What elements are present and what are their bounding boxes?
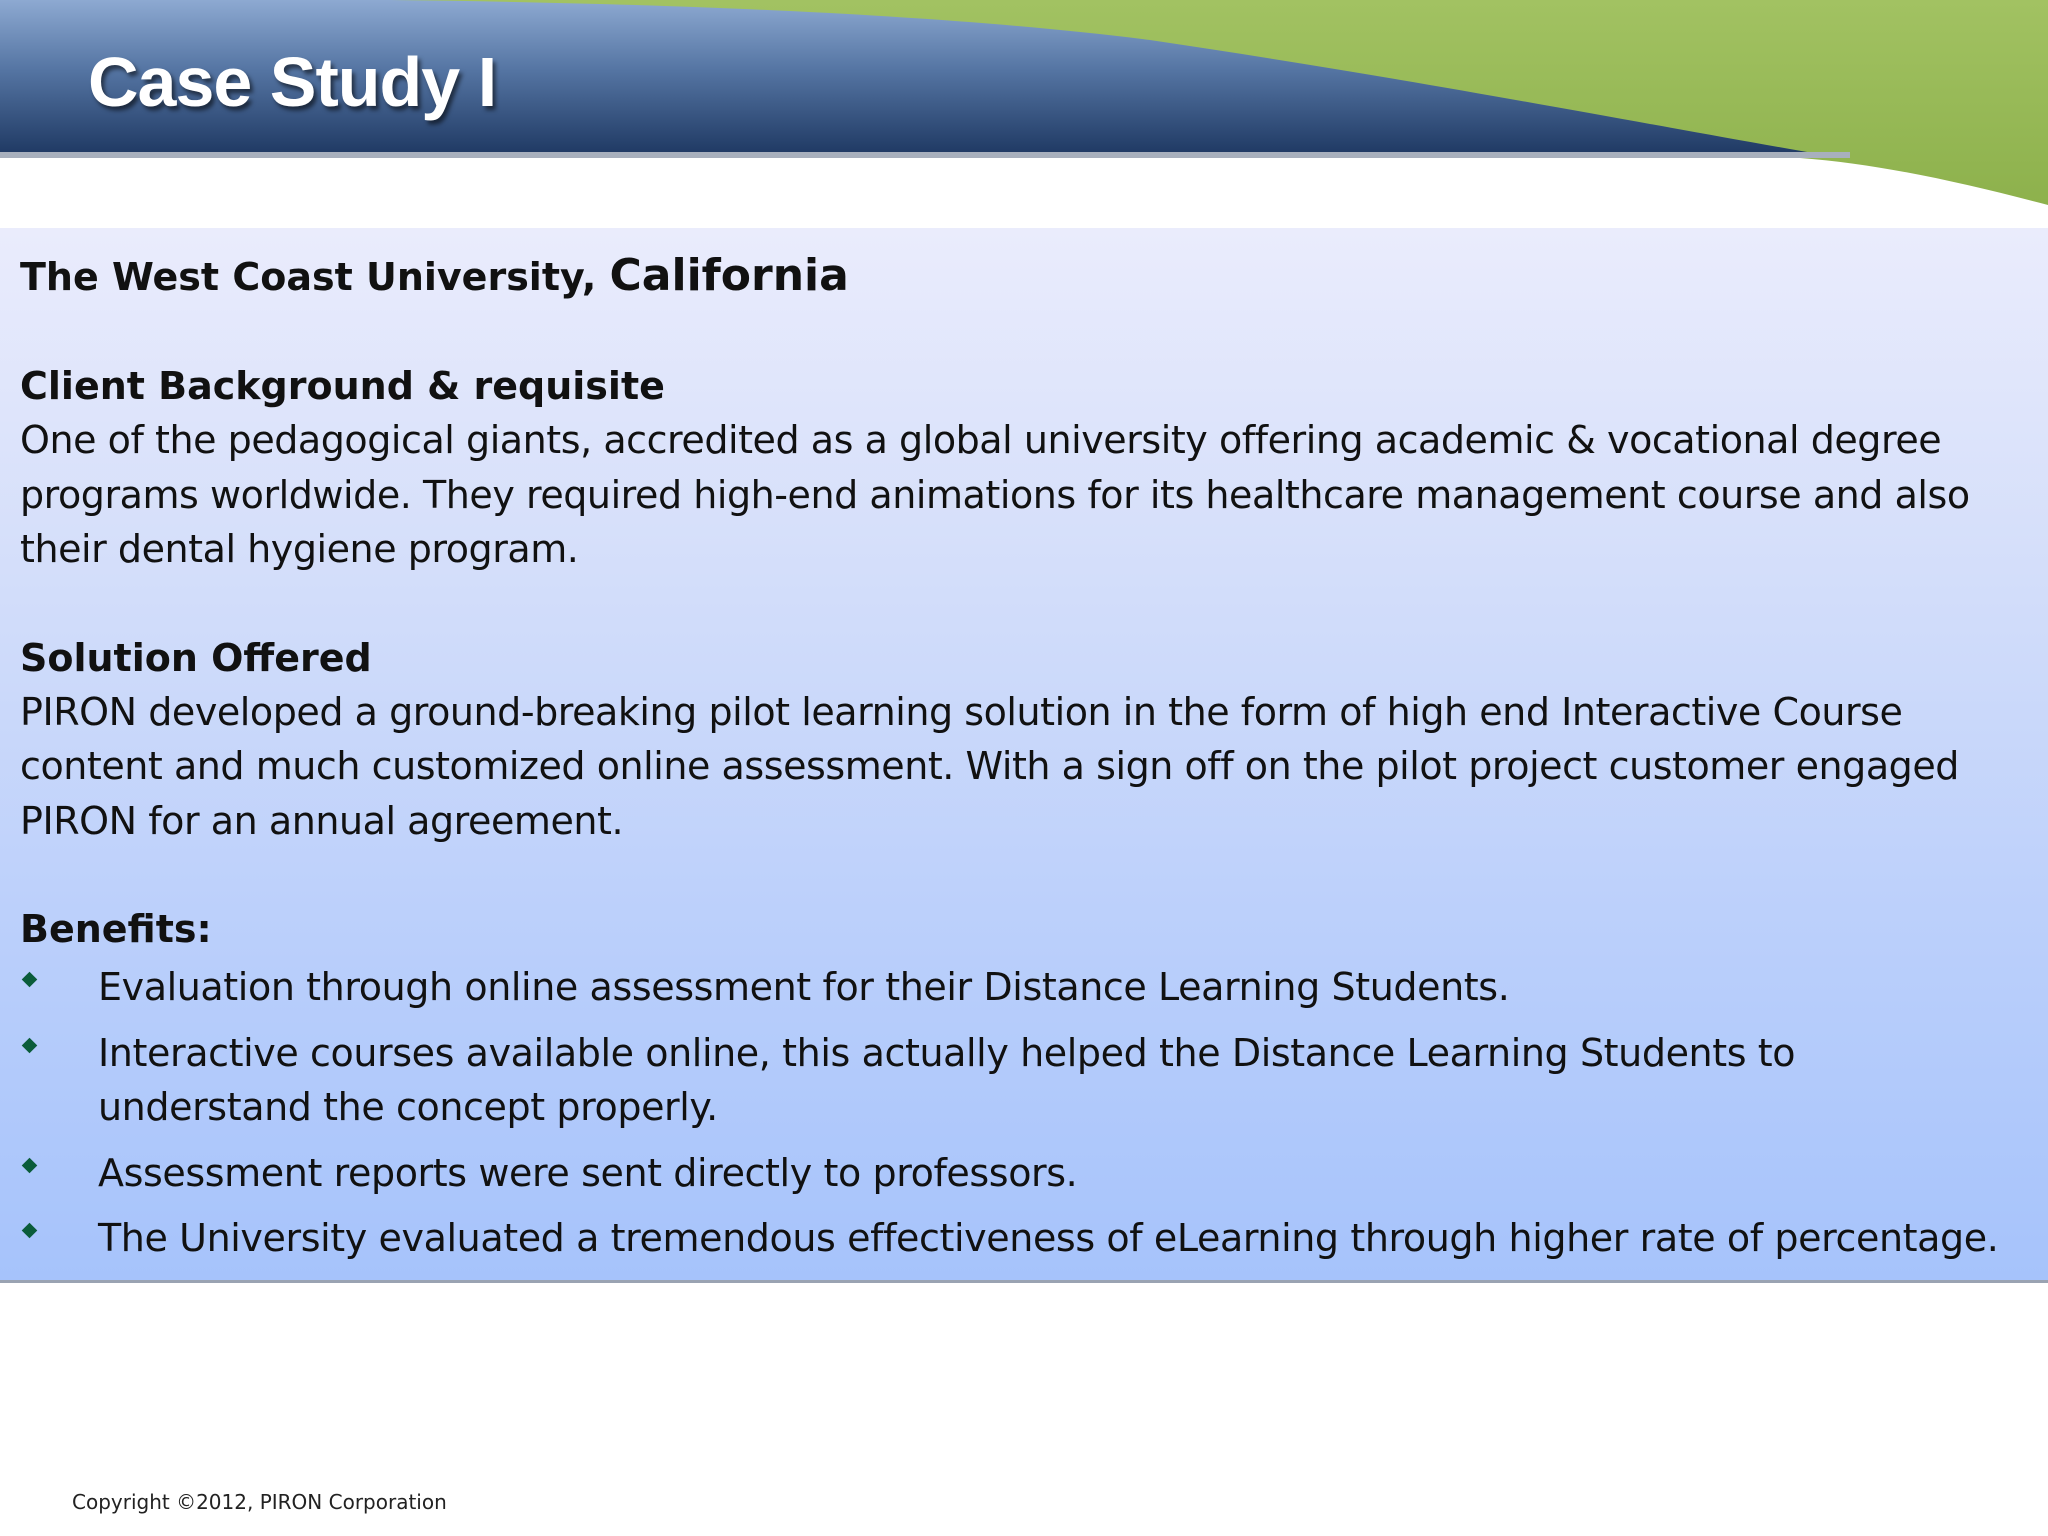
benefit-item xyxy=(20,1211,2020,1266)
content-panel xyxy=(0,228,2048,1283)
case-study-content xyxy=(20,248,2020,1277)
solution-offered-body: PIRON developed a ground-breaking pilot learning solution in the form of high end Interactive Course content and much customized online assessment. With a sign off on the pilot project customer engaged PIRON for an annual agreement. xyxy=(20,689,1959,843)
header-divider xyxy=(0,152,1850,158)
client-background-heading: Client Background & requisite xyxy=(20,364,665,408)
solution-offered-heading: Solution Offered xyxy=(20,635,372,680)
benefit-text: The University evaluated a tremendous effectiveness of eLearning through higher rate of percentage. xyxy=(98,1216,1999,1260)
diamond-bullet-icon xyxy=(22,1038,37,1053)
client-state: California xyxy=(609,250,849,301)
client-title xyxy=(20,248,2020,305)
benefit-text: Interactive courses available online, this actually helped the Distance Learning Students to understand the concept properly. xyxy=(98,1030,1796,1129)
benefit-text: Evaluation through online assessment for their Distance Learning Students. xyxy=(98,965,1510,1009)
diamond-bullet-icon xyxy=(22,972,37,987)
diamond-bullet-icon xyxy=(22,1158,37,1173)
benefit-item xyxy=(20,1146,2020,1201)
client-name: The West Coast University, xyxy=(20,255,597,299)
copyright-footer: Copyright ©2012, PIRON Corporation xyxy=(72,1490,447,1514)
benefit-item xyxy=(20,1026,2020,1135)
client-background-body: One of the pedagogical giants, accredited as a global university offering academic & vocational degree programs worldwide. They required high-end animations for its healthcare management course and also their dental hygiene program. xyxy=(20,418,1970,571)
slide-title: Case Study I xyxy=(88,43,497,121)
benefit-text: Assessment reports were sent directly to professors. xyxy=(98,1150,1078,1195)
benefits-heading: Benefits: xyxy=(20,907,212,951)
benefit-item xyxy=(20,960,2020,1015)
benefits-list xyxy=(20,960,2020,1266)
diamond-bullet-icon xyxy=(22,1223,37,1238)
slide-header xyxy=(0,0,2048,210)
